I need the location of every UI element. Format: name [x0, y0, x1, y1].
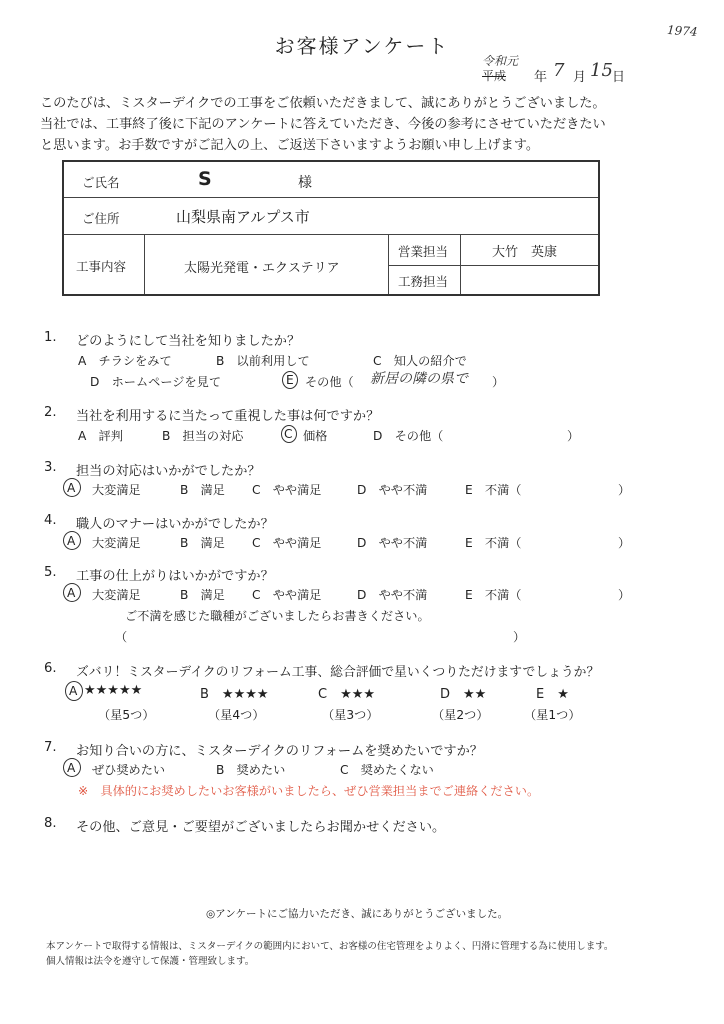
- q6-label-a: （星5つ）: [98, 708, 155, 722]
- q2-option-c-text: 価格: [303, 429, 328, 443]
- q2-option-b: B 担当の対応: [162, 429, 244, 443]
- era-handwritten: 令和元: [482, 54, 519, 68]
- q1-number: 1.: [44, 330, 57, 345]
- q6-option-c: C ★★★: [318, 687, 376, 702]
- name-value: S: [198, 168, 212, 190]
- q5-option-e: E 不満（: [465, 588, 522, 602]
- q2-option-d-close: ）: [567, 429, 580, 443]
- work-label: 工事内容: [76, 259, 127, 274]
- q1-option-c: C 知人の紹介で: [373, 354, 467, 368]
- address-value: 山梨県南アルプス市: [176, 208, 310, 226]
- q7-option-b: B 奨めたい: [216, 763, 286, 777]
- q5-sub-open: （: [115, 630, 128, 644]
- page-title: お客様アンケート: [274, 34, 450, 58]
- q5-option-a-text: 大変満足: [92, 588, 141, 602]
- q3-option-a-letter: A: [67, 481, 76, 495]
- q4-option-a-letter: A: [67, 534, 76, 548]
- q4-option-d: D やや不満: [357, 536, 428, 550]
- name-suffix: 様: [298, 175, 312, 191]
- q1-text: どのようにして当社を知りましたか？: [76, 334, 301, 349]
- work-value: 太陽光発電・エクステリア: [184, 261, 340, 276]
- sales-label: 営業担当: [398, 244, 449, 259]
- q1-option-b: B 以前利用して: [216, 354, 310, 368]
- intro-line-3: と思います。お手数ですがご記入の上、ご返送下さいますようお願い申し上げます。: [40, 138, 540, 153]
- q8-text: その他、ご意見・ご要望がございましたらお聞かせください。: [76, 820, 446, 835]
- q6-label-e: （星1つ）: [524, 708, 581, 722]
- q8-number: 8.: [44, 816, 57, 831]
- q7-text: お知り合いの方に、ミスターデイクのリフォームを奨めたいですか？: [76, 744, 483, 759]
- q2-text: 当社を利用するに当たって重視した事は何ですか？: [76, 409, 380, 424]
- q7-number: 7.: [44, 740, 57, 755]
- q3-option-b: B 満足: [180, 483, 225, 497]
- q7-option-a-text: ぜひ奨めたい: [92, 763, 166, 777]
- year-label: 年: [534, 70, 548, 85]
- footer-privacy-1: 本アンケートで取得する情報は、ミスターデイクの範囲内において、お客様の住宅管理をよりよく、円滑に管理する為に使用します。: [46, 941, 614, 952]
- q3-option-e: E 不満（: [465, 483, 522, 497]
- address-label: ご住所: [82, 211, 120, 226]
- q5-number: 5.: [44, 565, 57, 580]
- q6-option-b: B ★★★★: [200, 687, 269, 702]
- day-value: 15: [590, 60, 613, 81]
- q3-option-e-close: ）: [618, 483, 631, 497]
- q4-number: 4.: [44, 513, 57, 528]
- q1-option-e-letter: E: [286, 373, 294, 387]
- q4-text: 職人のマナーはいかがでしたか？: [76, 517, 274, 532]
- day-label: 日: [612, 70, 626, 85]
- q7-option-a-letter: A: [67, 761, 76, 775]
- q2-option-c-letter: C: [284, 427, 293, 441]
- q1-option-e-text: その他（: [305, 375, 354, 389]
- q1-option-d: D ホームページを見て: [90, 375, 222, 389]
- q5-option-e-close: ）: [618, 588, 631, 602]
- q1-option-a: A チラシをみて: [78, 354, 172, 368]
- q6-label-c: （星3つ）: [322, 708, 379, 722]
- intro-line-2: 当社では、工事終了後に下記のアンケートに答えていただき、今後の参考にさせていただきたい: [40, 117, 606, 132]
- q6-label-d: （星2つ）: [432, 708, 489, 722]
- q4-option-b: B 満足: [180, 536, 225, 550]
- footer-thanks: ◎アンケートにご協力いただき、誠にありがとうございました。: [206, 908, 509, 920]
- q3-number: 3.: [44, 460, 57, 475]
- q5-option-d: D やや不満: [357, 588, 428, 602]
- q4-option-e-close: ）: [618, 536, 631, 550]
- q7-note: ※ 具体的にお奨めしたいお客様がいましたら、ぜひ営業担当までご連絡ください。: [78, 784, 540, 798]
- q5-option-b: B 満足: [180, 588, 225, 602]
- q4-option-a-text: 大変満足: [92, 536, 141, 550]
- corner-number: 1974: [666, 22, 698, 40]
- era-printed: 平成: [482, 69, 507, 83]
- q6-number: 6.: [44, 661, 57, 676]
- q3-option-d: D やや不満: [357, 483, 428, 497]
- q4-option-c: C やや満足: [252, 536, 322, 550]
- q6-option-e: E ★: [536, 687, 569, 702]
- sales-value: 大竹 英康: [492, 245, 558, 260]
- q5-sub-text: ご不満を感じた職種がございましたらお書きください。: [125, 609, 430, 623]
- q1-option-e-close: ）: [492, 375, 505, 389]
- q2-option-a: A 評判: [78, 429, 123, 443]
- q6-option-d: D ★★: [440, 687, 487, 702]
- month-value: 7: [553, 60, 565, 81]
- q5-option-c: C やや満足: [252, 588, 322, 602]
- customer-info-table: [62, 160, 600, 296]
- footer-privacy-2: 個人情報は法令を遵守して保護・管理致します。: [46, 956, 255, 967]
- intro-line-1: このたびは、ミスターデイクでの工事をご依頼いただきまして、誠にありがとうございました。: [40, 96, 606, 111]
- construction-label: 工務担当: [398, 274, 449, 289]
- q1-other-note: 新居の隣の県で: [370, 371, 468, 387]
- q7-option-c: C 奨めたくない: [340, 763, 434, 777]
- q6-option-a-letter: A: [69, 684, 78, 698]
- q2-number: 2.: [44, 405, 57, 420]
- q6-text: ズバリ！ミスターデイクのリフォーム工事、総合評価で星いくつりただけますでしょうか？: [76, 665, 600, 680]
- name-label: ご氏名: [82, 175, 120, 190]
- q4-option-e: E 不満（: [465, 536, 522, 550]
- q6-label-b: （星4つ）: [208, 708, 265, 722]
- q5-option-a-letter: A: [67, 586, 76, 600]
- q2-option-d: D その他（: [373, 429, 444, 443]
- q5-text: 工事の仕上がりはいかがですか？: [76, 569, 274, 584]
- q5-sub-close: ）: [513, 630, 526, 644]
- q3-option-a-text: 大変満足: [92, 483, 141, 497]
- month-label: 月: [573, 70, 587, 85]
- q3-text: 担当の対応はいかがでしたか？: [76, 464, 261, 479]
- q6-option-a-stars: ★★★★★: [84, 683, 143, 698]
- q3-option-c: C やや満足: [252, 483, 322, 497]
